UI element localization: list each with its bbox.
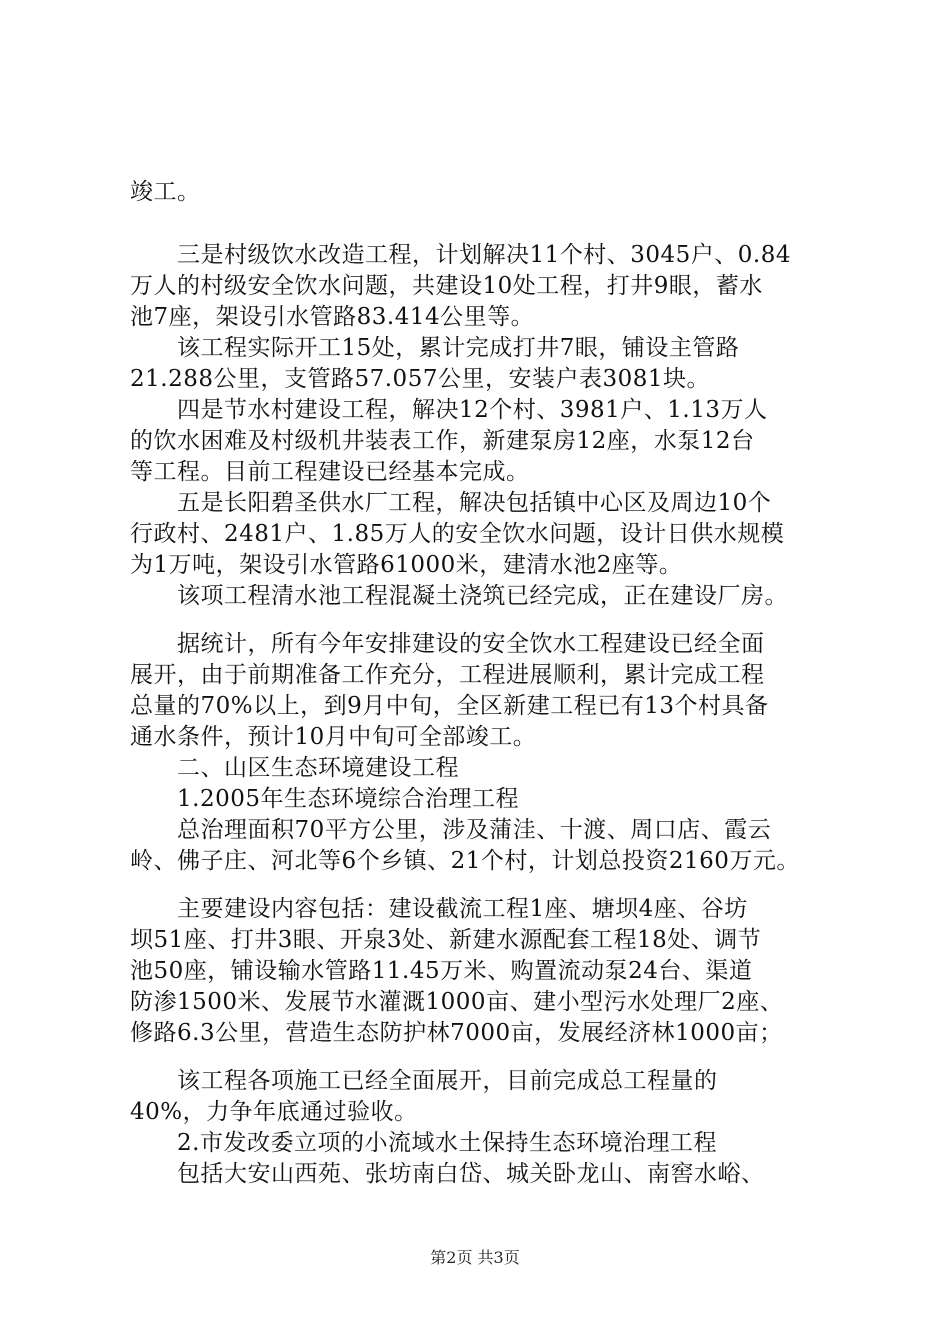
text-line: 该项工程清水池工程混凝土浇筑已经完成，正在建设厂房。 bbox=[130, 583, 788, 609]
section-heading: 二、山区生态环境建设工程 bbox=[130, 755, 459, 781]
text-line: 通水条件，预计10月中旬可全部竣工。 bbox=[130, 724, 537, 750]
text-line: 池50座，铺设输水管路11.45万米、购置流动泵24台、渠道 bbox=[130, 958, 753, 984]
text-line: 修路6.3公里，营造生态防护林7000亩，发展经济林1000亩； bbox=[130, 1020, 783, 1046]
text-line: 的饮水困难及村级机井装表工作，新建泵房12座，水泵12台 bbox=[130, 428, 755, 454]
subsection-heading: 2.市发改委立项的小流域水土保持生态环境治理工程 bbox=[130, 1130, 717, 1156]
text-line: 该工程实际开工15处，累计完成打井7眼，铺设主管路 bbox=[130, 335, 740, 361]
text-line: 主要建设内容包括：建设截流工程1座、塘坝4座、谷坊 bbox=[130, 896, 748, 922]
text-line: 五是长阳碧圣供水厂工程，解决包括镇中心区及周边10个 bbox=[130, 490, 772, 516]
text-line: 竣工。 bbox=[130, 179, 201, 205]
text-line: 该工程各项施工已经全面展开，目前完成总工程量的 bbox=[130, 1068, 718, 1094]
text-line: 四是节水村建设工程，解决12个村、3981户、1.13万人 bbox=[130, 397, 768, 423]
text-line: 三是村级饮水改造工程，计划解决11个村、3045户、0.84 bbox=[130, 242, 792, 268]
subsection-heading: 1.2005年生态环境综合治理工程 bbox=[130, 786, 519, 812]
text-line: 等工程。目前工程建设已经基本完成。 bbox=[130, 459, 530, 485]
text-line: 总治理面积70平方公里，涉及蒲洼、十渡、周口店、霞云 bbox=[130, 817, 772, 843]
text-line: 展开，由于前期准备工作充分，工程进展顺利，累计完成工程 bbox=[130, 662, 765, 688]
text-line: 防渗1500米、发展节水灌溉1000亩、建小型污水处理厂2座、 bbox=[130, 989, 784, 1015]
text-line: 40%，力争年底通过验收。 bbox=[130, 1099, 418, 1125]
text-line: 行政村、2481户、1.85万人的安全饮水问题，设计日供水规模 bbox=[130, 521, 785, 547]
page-footer: 第2页 共3页 bbox=[430, 1248, 520, 1267]
text-line: 据统计，所有今年安排建设的安全饮水工程建设已经全面 bbox=[130, 631, 765, 657]
text-line: 岭、佛子庄、河北等6个乡镇、21个村，计划总投资2160万元。 bbox=[130, 848, 800, 874]
text-line: 包括大安山西苑、张坊南白岱、城关卧龙山、南窖水峪、 bbox=[130, 1161, 765, 1187]
text-line: 总量的70%以上，到9月中旬，全区新建工程已有13个村具备 bbox=[130, 693, 769, 719]
text-line: 21.288公里，支管路57.057公里，安装户表3081块。 bbox=[130, 366, 710, 392]
text-line: 坝51座、打井3眼、开泉3处、新建水源配套工程18处、调节 bbox=[130, 927, 762, 953]
text-line: 为1万吨，架设引水管路61000米，建清水池2座等。 bbox=[130, 552, 683, 578]
text-line: 万人的村级安全饮水问题，共建设10处工程，打井9眼，蓄水 bbox=[130, 273, 763, 299]
text-line: 池7座，架设引水管路83.414公里等。 bbox=[130, 304, 535, 330]
